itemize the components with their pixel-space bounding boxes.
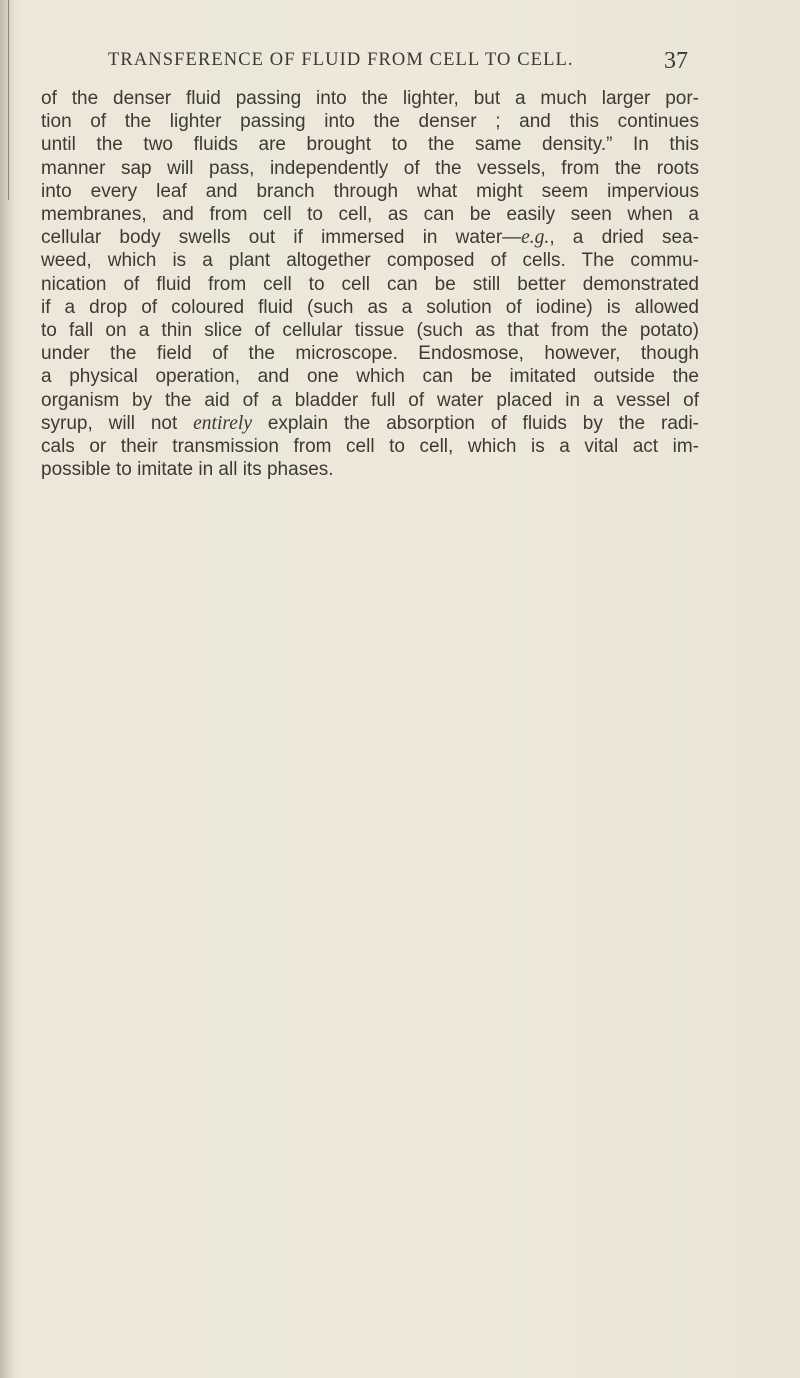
- page-edge-line: [8, 0, 9, 200]
- text-segment: cellular body swells out if immersed in water—: [41, 227, 522, 249]
- text-line: until the two fluids are brought to the same density.” In this: [41, 134, 699, 156]
- text-line: a physical operation, and one which can be imitated outside the: [41, 366, 699, 388]
- text-line: nication of fluid from cell to cell can be still better demonstrated: [41, 273, 699, 295]
- text-line: manner sap will pass, independently of the vessels, from the roots: [41, 157, 699, 179]
- text-line: [41, 226, 699, 249]
- text-line: weed, which is a plant altogether composed of cells. The commu-: [41, 250, 699, 272]
- text-line: to fall on a thin slice of cellular tissue (such as that from the potato): [41, 320, 699, 342]
- page-gutter-shadow: [0, 0, 14, 1378]
- text-line: possible to imitate in all its phases.: [41, 459, 334, 481]
- running-head: [108, 48, 688, 76]
- text-line: [41, 412, 699, 435]
- text-line: under the field of the microscope. Endosmose, however, though: [41, 343, 699, 365]
- text-line: of the denser fluid passing into the lighter, but a much larger por-: [41, 88, 699, 109]
- text-line: cals or their transmission from cell to cell, which is a vital act im-: [41, 436, 699, 458]
- italic-emphasis: entirely: [193, 412, 252, 434]
- text-line: if a drop of coloured fluid (such as a solution of iodine) is allowed: [41, 296, 699, 318]
- italic-abbreviation: e.g.: [521, 227, 550, 249]
- text-line: membranes, and from cell to cell, as can be easily seen when a: [41, 204, 699, 226]
- text-segment: syrup, will not: [41, 412, 194, 434]
- text-segment: explain the absorption of fluids by the radi-: [252, 412, 699, 434]
- text-line: organism by the aid of a bladder full of water placed in a vessel of: [41, 389, 699, 411]
- page-number: 37: [664, 48, 688, 74]
- text-line: into every leaf and branch through what might seem impervious: [41, 180, 699, 202]
- text-segment: , a dried sea-: [549, 227, 699, 249]
- body-paragraph: [41, 87, 699, 481]
- text-line: tion of the lighter passing into the denser ; and this continues: [41, 111, 699, 133]
- running-head-title: TRANSFERENCE OF FLUID FROM CELL TO CELL.: [108, 50, 574, 70]
